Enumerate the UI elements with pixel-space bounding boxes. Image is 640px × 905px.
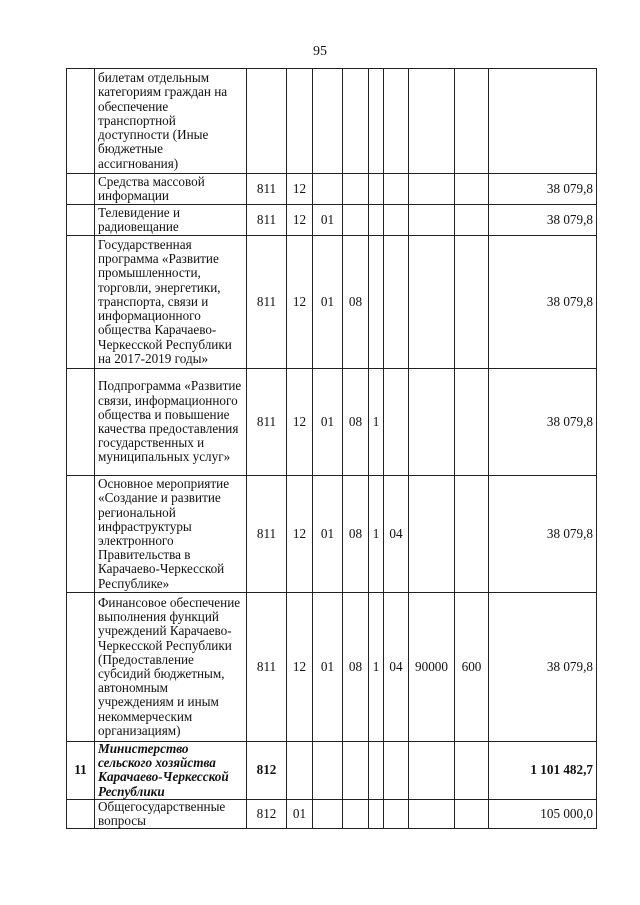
ministry-code-cell: 812 [247, 742, 287, 800]
row-number-cell [67, 799, 95, 828]
item-name-cell: Государственная программа «Развитие промышленности, торговли, энергетики, транспорта, связи и информационного общества Карачаево-Черкесской Республики на 2017-2019 годы» [95, 236, 247, 369]
table-row [67, 742, 597, 800]
expense-direction-code-cell [409, 742, 455, 800]
section-code-cell: 12 [287, 369, 313, 476]
main-activity-code-cell [384, 69, 409, 174]
expense-type-code-cell [455, 174, 489, 205]
main-activity-code-cell [384, 742, 409, 800]
budget-table [66, 68, 597, 829]
section-code-cell [287, 69, 313, 174]
table-row [67, 205, 597, 236]
item-name-cell: Общегосударственные вопросы [95, 799, 247, 828]
section-code-cell [287, 742, 313, 800]
ministry-code-cell: 811 [247, 205, 287, 236]
amount-cell: 1 101 482,7 [489, 742, 597, 800]
section-code-cell: 12 [287, 205, 313, 236]
subsection-code-cell: 01 [313, 476, 343, 593]
subsection-code-cell: 01 [313, 593, 343, 742]
ministry-code-cell: 812 [247, 799, 287, 828]
section-code-cell: 12 [287, 174, 313, 205]
item-name-cell: Телевидение и радиовещание [95, 205, 247, 236]
expense-type-code-cell: 600 [455, 593, 489, 742]
subprogram-code-cell [369, 205, 384, 236]
main-activity-code-cell [384, 236, 409, 369]
ministry-code-cell [247, 69, 287, 174]
expense-direction-code-cell [409, 369, 455, 476]
amount-cell [489, 69, 597, 174]
table-row [67, 593, 597, 742]
table-row [67, 799, 597, 828]
main-activity-code-cell [384, 205, 409, 236]
amount-cell: 38 079,8 [489, 476, 597, 593]
subprogram-code-cell: 1 [369, 593, 384, 742]
program-code-cell [343, 742, 369, 800]
subprogram-code-cell [369, 69, 384, 174]
program-code-cell [343, 799, 369, 828]
row-number-cell [67, 593, 95, 742]
item-name-cell: Министерство сельского хозяйства Карачаево-Черкесской Республики [95, 742, 247, 800]
subprogram-code-cell: 1 [369, 369, 384, 476]
row-number-cell [67, 236, 95, 369]
expense-type-code-cell [455, 69, 489, 174]
expense-type-code-cell [455, 799, 489, 828]
main-activity-code-cell [384, 174, 409, 205]
amount-cell: 38 079,8 [489, 369, 597, 476]
main-activity-code-cell: 04 [384, 476, 409, 593]
expense-direction-code-cell [409, 205, 455, 236]
main-activity-code-cell [384, 369, 409, 476]
expense-direction-code-cell: 90000 [409, 593, 455, 742]
section-code-cell: 12 [287, 476, 313, 593]
amount-cell: 38 079,8 [489, 174, 597, 205]
item-name-cell: Подпрограмма «Развитие связи, информационного общества и повышение качества предоставления государственных и муниципальных услуг» [95, 369, 247, 476]
amount-cell: 105 000,0 [489, 799, 597, 828]
subprogram-code-cell [369, 236, 384, 369]
table-row [67, 69, 597, 174]
item-name-cell: Основное мероприятие «Создание и развитие региональной инфраструктуры электронного Правительства в Карачаево-Черкесской Республике» [95, 476, 247, 593]
program-code-cell [343, 69, 369, 174]
row-number-cell [67, 69, 95, 174]
section-code-cell: 01 [287, 799, 313, 828]
row-number-cell [67, 476, 95, 593]
subsection-code-cell [313, 742, 343, 800]
section-code-cell: 12 [287, 236, 313, 369]
subprogram-code-cell [369, 799, 384, 828]
table-row [67, 476, 597, 593]
row-number-cell [67, 205, 95, 236]
ministry-code-cell: 811 [247, 236, 287, 369]
subprogram-code-cell [369, 174, 384, 205]
row-number-cell [67, 369, 95, 476]
item-name-cell: билетам отдельным категориям граждан на обеспечение транспортной доступности (Иные бюджетные ассигнования) [95, 69, 247, 174]
expense-direction-code-cell [409, 236, 455, 369]
ministry-code-cell: 811 [247, 593, 287, 742]
subsection-code-cell [313, 799, 343, 828]
expense-type-code-cell [455, 742, 489, 800]
expense-type-code-cell [455, 205, 489, 236]
amount-cell: 38 079,8 [489, 205, 597, 236]
table-row [67, 369, 597, 476]
program-code-cell [343, 174, 369, 205]
program-code-cell: 08 [343, 593, 369, 742]
item-name-cell: Финансовое обеспечение выполнения функций учреждений Карачаево-Черкесской Республики (Предоставление субсидий бюджетным, автономным учреждениям и иным некоммерческим организациям) [95, 593, 247, 742]
table-row [67, 174, 597, 205]
expense-type-code-cell [455, 236, 489, 369]
main-activity-code-cell [384, 799, 409, 828]
row-number-cell: 11 [67, 742, 95, 800]
main-activity-code-cell: 04 [384, 593, 409, 742]
table-row [67, 236, 597, 369]
program-code-cell [343, 205, 369, 236]
program-code-cell: 08 [343, 236, 369, 369]
ministry-code-cell: 811 [247, 476, 287, 593]
ministry-code-cell: 811 [247, 369, 287, 476]
expense-direction-code-cell [409, 799, 455, 828]
subsection-code-cell: 01 [313, 236, 343, 369]
program-code-cell: 08 [343, 369, 369, 476]
expense-direction-code-cell [409, 69, 455, 174]
subprogram-code-cell [369, 742, 384, 800]
row-number-cell [67, 174, 95, 205]
subsection-code-cell [313, 69, 343, 174]
subprogram-code-cell: 1 [369, 476, 384, 593]
expense-type-code-cell [455, 369, 489, 476]
subsection-code-cell: 01 [313, 369, 343, 476]
page-number: 95 [313, 44, 327, 59]
subsection-code-cell: 01 [313, 205, 343, 236]
section-code-cell: 12 [287, 593, 313, 742]
ministry-code-cell: 811 [247, 174, 287, 205]
amount-cell: 38 079,8 [489, 593, 597, 742]
program-code-cell: 08 [343, 476, 369, 593]
item-name-cell: Средства массовой информации [95, 174, 247, 205]
expense-direction-code-cell [409, 476, 455, 593]
expense-direction-code-cell [409, 174, 455, 205]
subsection-code-cell [313, 174, 343, 205]
amount-cell: 38 079,8 [489, 236, 597, 369]
expense-type-code-cell [455, 476, 489, 593]
